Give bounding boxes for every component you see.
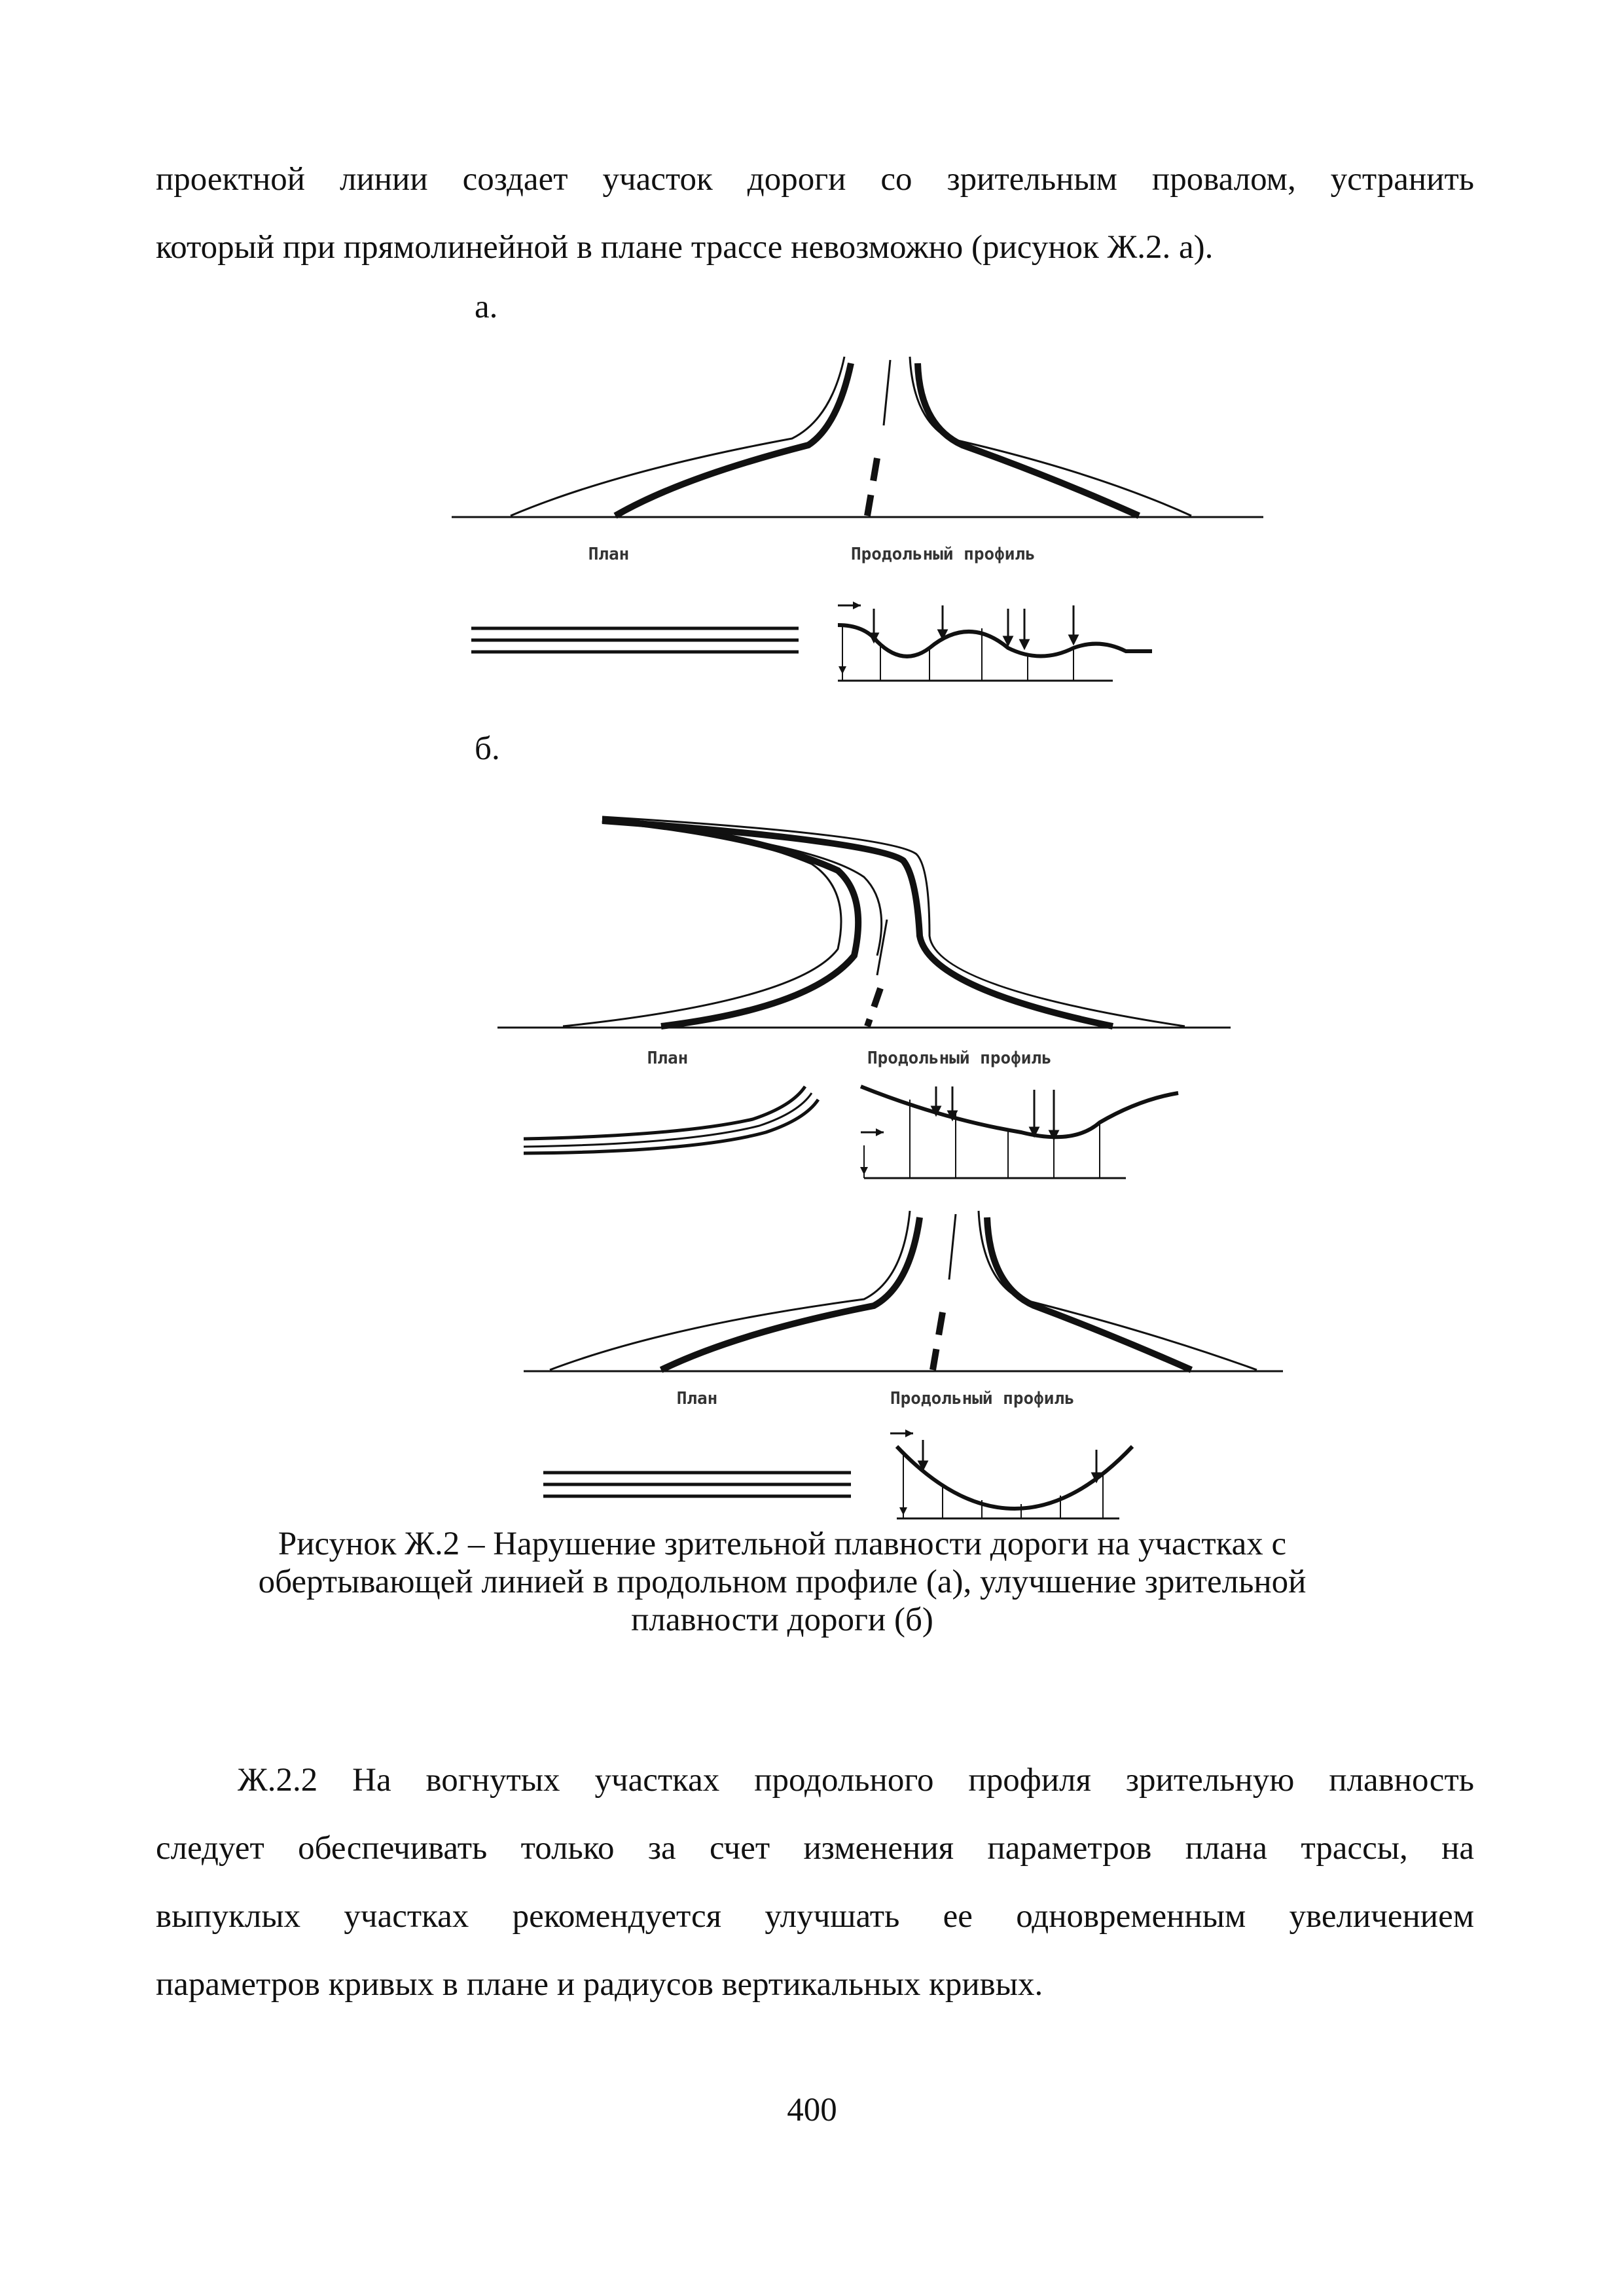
paragraph-line-1: Ж.2.2 На вогнутых участках продольного профиля зрительную плавность	[238, 1762, 1474, 1799]
figure-b-plan-profile-2	[543, 1388, 1198, 1532]
profile-label-b2: Продольный профиль	[890, 1389, 1075, 1408]
figure-label-b: б.	[475, 730, 500, 767]
figure-b-plan-profile-1	[511, 1047, 1191, 1191]
caption-line-3: плавности дороги (б)	[631, 1602, 933, 1638]
page-number: 400	[787, 2092, 837, 2128]
profile-label-a: Продольный профиль	[851, 545, 1036, 564]
figure-caption	[151, 1525, 1414, 1639]
paragraph-line-2: следует обеспечивать только за счет изменения параметров плана трассы, на	[156, 1830, 1474, 1867]
paragraph-line-3: выпуклых участках рекомендуется улучшать ее одновременным увеличением	[156, 1898, 1474, 1935]
figure-label-a: а.	[475, 289, 498, 325]
figure-a-perspective	[452, 347, 1263, 524]
intro-line-2: который при прямолинейной в плане трассе невозможно (рисунок Ж.2. а).	[156, 229, 1214, 266]
plan-label-a: План	[588, 545, 630, 564]
paragraph-line-4: параметров кривых в плане и радиусов вертикальных кривых.	[156, 1966, 1043, 2003]
figure-a-plan-profile	[471, 543, 1152, 687]
plan-label-b2: План	[676, 1389, 718, 1408]
figure-b-perspective-curve	[497, 805, 1231, 1034]
profile-label-b1: Продольный профиль	[867, 1049, 1052, 1068]
intro-line-1: проектной линии создает участок дороги со зрительным провалом, устранить	[156, 161, 1474, 198]
caption-line-2: обертывающей линией в продольном профиле (а), улучшение зрительной	[258, 1564, 1307, 1600]
figure-b-perspective-straight	[524, 1201, 1283, 1378]
plan-label-b1: План	[647, 1049, 689, 1068]
caption-line-1: Рисунок Ж.2 – Нарушение зрительной плавности дороги на участках с	[278, 1526, 1287, 1562]
